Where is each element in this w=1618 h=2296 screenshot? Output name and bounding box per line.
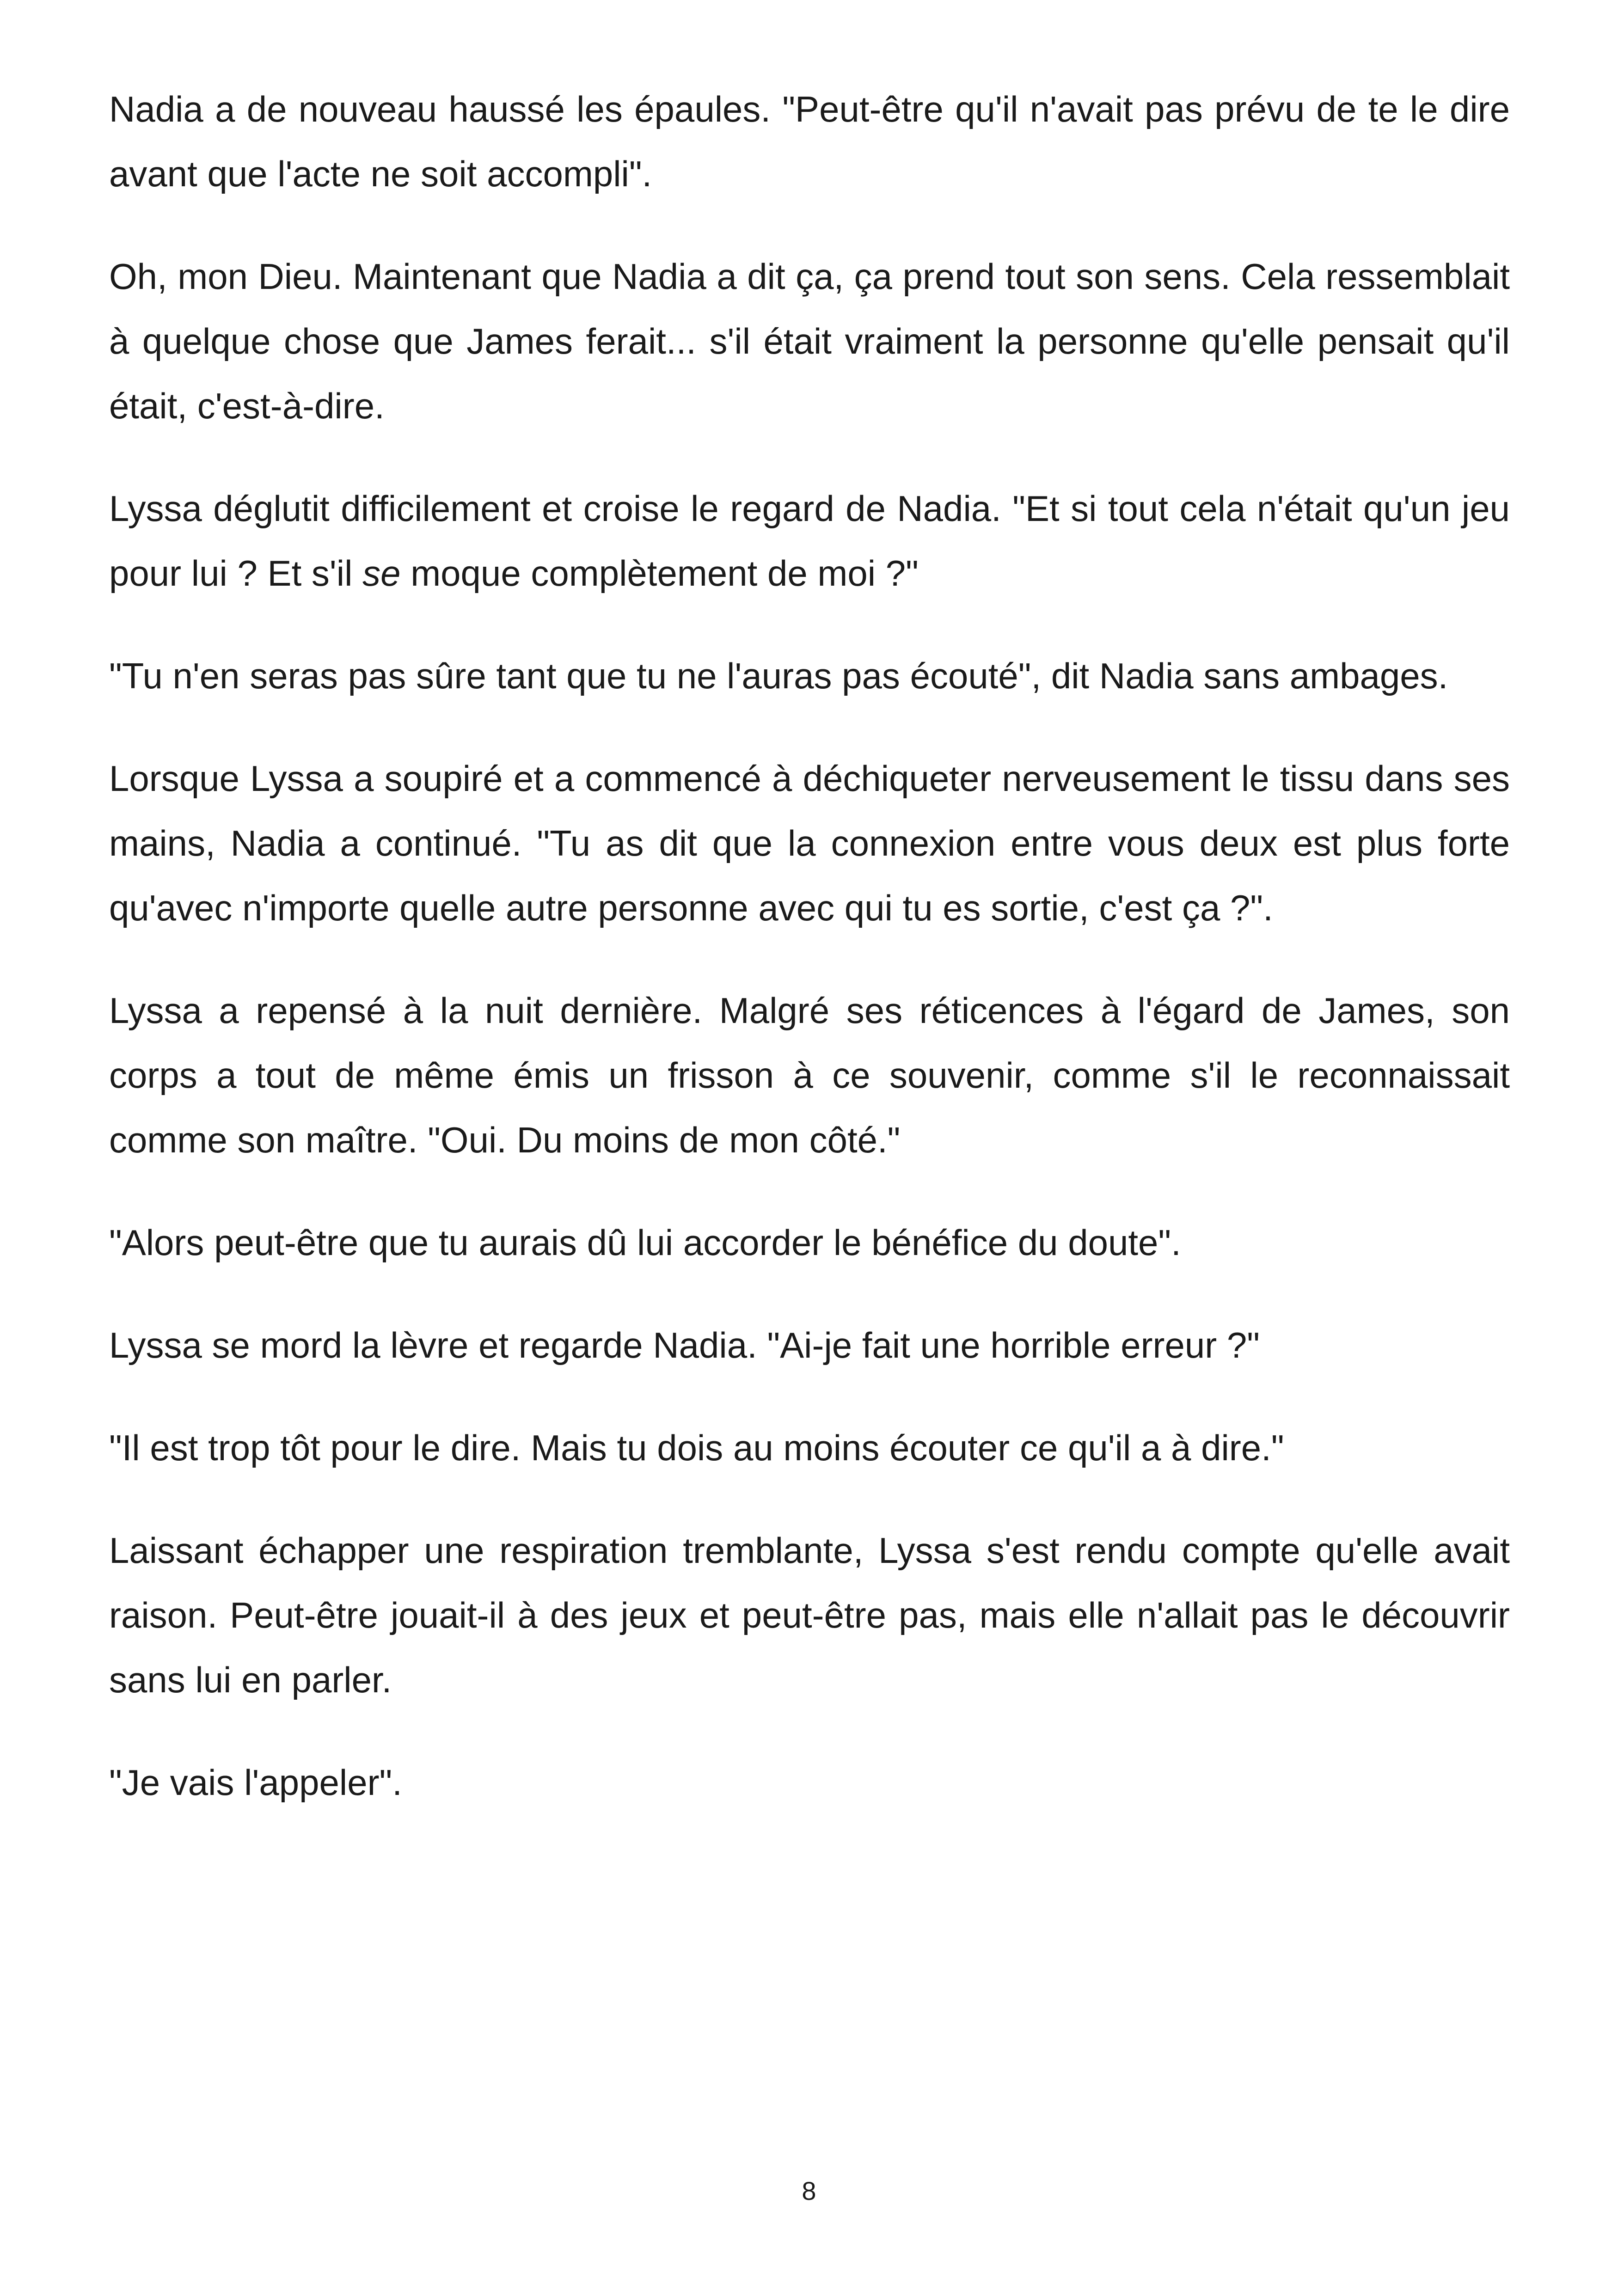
page-number: 8 — [802, 2176, 816, 2205]
paragraph-10: Laissant échapper une respiration tremblante, Lyssa s'est rendu compte qu'elle avait raison. Peut-être jouait-il à des jeux et peut-être pas, mais elle n'allait pas le découvrir sans lui en parler. — [109, 1530, 1510, 1700]
paragraph-6: Lyssa a repensé à la nuit dernière. Malgré ses réticences à l'égard de James, son corps a tout de même émis un frisson à ce souvenir, comme s'il le reconnaissait comme son maître. "Oui. Du moins de mon côté." — [109, 990, 1510, 1160]
body-text — [109, 77, 1510, 1853]
paragraph-3-end: moque complètement de moi ?" — [400, 553, 919, 594]
paragraph-8: Lyssa se mord la lèvre et regarde Nadia. "Ai-je fait une horrible erreur ?" — [109, 1325, 1260, 1365]
paragraph-3-italic-word: se — [362, 553, 401, 594]
paragraph-5: Lorsque Lyssa a soupiré et a commencé à déchiqueter nerveusement le tissu dans ses mains, Nadia a continué. "Tu as dit que la connexion entre vous deux est plus forte qu'avec n'importe quelle autre personne avec qui tu es sortie, c'est ça ?". — [109, 758, 1510, 928]
paragraph-3 — [109, 476, 1510, 606]
paragraph-1: Nadia a de nouveau haussé les épaules. "Peut-être qu'il n'avait pas prévu de te le dire avant que l'acte ne soit accompli". — [109, 89, 1510, 194]
paragraph-2: Oh, mon Dieu. Maintenant que Nadia a dit ça, ça prend tout son sens. Cela ressemblait à quelque chose que James ferait... s'il était vraiment la personne qu'elle pensait qu'il était, c'est-à-dire. — [109, 256, 1510, 426]
paragraph-7: "Alors peut-être que tu aurais dû lui accorder le bénéfice du doute". — [109, 1222, 1181, 1263]
paragraph-9: "Il est trop tôt pour le dire. Mais tu dois au moins écouter ce qu'il a à dire." — [109, 1427, 1284, 1468]
paragraph-11: "Je vais l'appeler". — [109, 1762, 402, 1803]
paragraph-4: "Tu n'en seras pas sûre tant que tu ne l'auras pas écouté", dit Nadia sans ambages. — [109, 655, 1448, 696]
paragraph-3-start: Lyssa déglutit difficilement et croise le regard de Nadia. "Et si tout cela n'était qu'un jeu pour lui ? Et s'il — [109, 488, 1510, 594]
